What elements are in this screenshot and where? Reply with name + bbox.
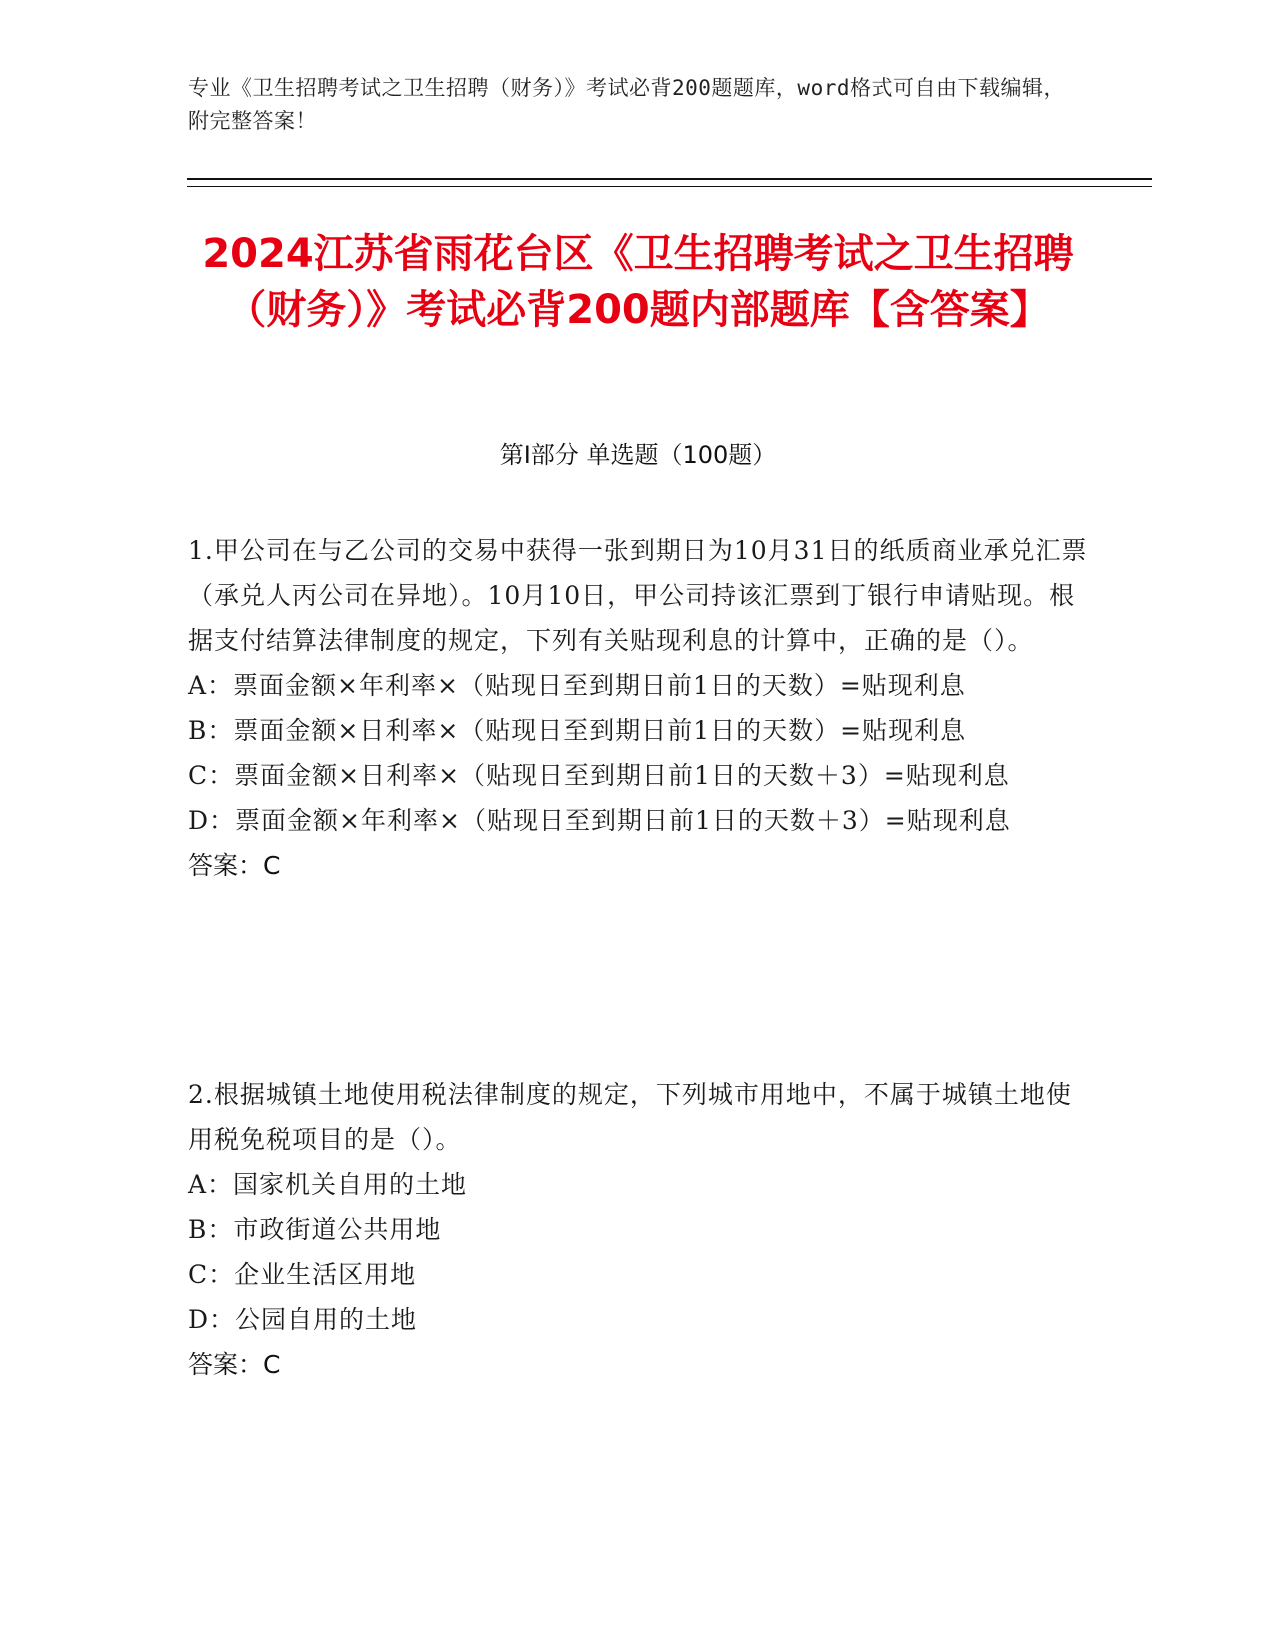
- question-stem: 1.甲公司在与乙公司的交易中获得一张到期日为10月31日的纸质商业承兑汇票（承兑人丙公司在异地）。10月10日，甲公司持该汇票到丁银行申请贴现。根据支付结算法律制度的规定，下列有关贴现利息的计算中，正确的是（）。: [188, 536, 1088, 655]
- question-stem: 2.根据城镇土地使用税法律制度的规定，下列城市用地中，不属于城镇土地使用税免税项目的是（）。: [188, 1080, 1072, 1154]
- question-2: [188, 1072, 1088, 1387]
- document-title: 2024江苏省雨花台区《卫生招聘考试之卫生招聘（财务）》考试必背200题内部题库【含答案】: [202, 231, 1074, 333]
- option-d: D：公园自用的土地: [188, 1305, 418, 1334]
- option-b: B：市政街道公共用地: [188, 1215, 442, 1244]
- option-d: D：票面金额×年利率×（贴现日至到期日前1日的天数＋3）=贴现利息: [188, 806, 1011, 835]
- option-b: B：票面金额×日利率×（贴现日至到期日前1日的天数）=贴现利息: [188, 716, 967, 745]
- section-heading: 第Ⅰ部分 单选题（100题）: [499, 441, 777, 469]
- option-c: C：企业生活区用地: [188, 1260, 417, 1289]
- header-divider-thin: [187, 186, 1152, 187]
- option-c: C：票面金额×日利率×（贴现日至到期日前1日的天数＋3）=贴现利息: [188, 761, 1010, 790]
- header-divider-thick: [187, 178, 1152, 180]
- header-note: 专业《卫生招聘考试之卫生招聘（财务）》考试必背200题题库，word格式可自由下载编辑，附完整答案！: [188, 76, 1065, 133]
- answer: 答案：C: [188, 851, 281, 880]
- option-a: A：票面金额×年利率×（贴现日至到期日前1日的天数）=贴现利息: [188, 671, 966, 700]
- option-a: A：国家机关自用的土地: [188, 1170, 468, 1199]
- question-1: [188, 528, 1088, 888]
- answer: 答案：C: [188, 1350, 281, 1379]
